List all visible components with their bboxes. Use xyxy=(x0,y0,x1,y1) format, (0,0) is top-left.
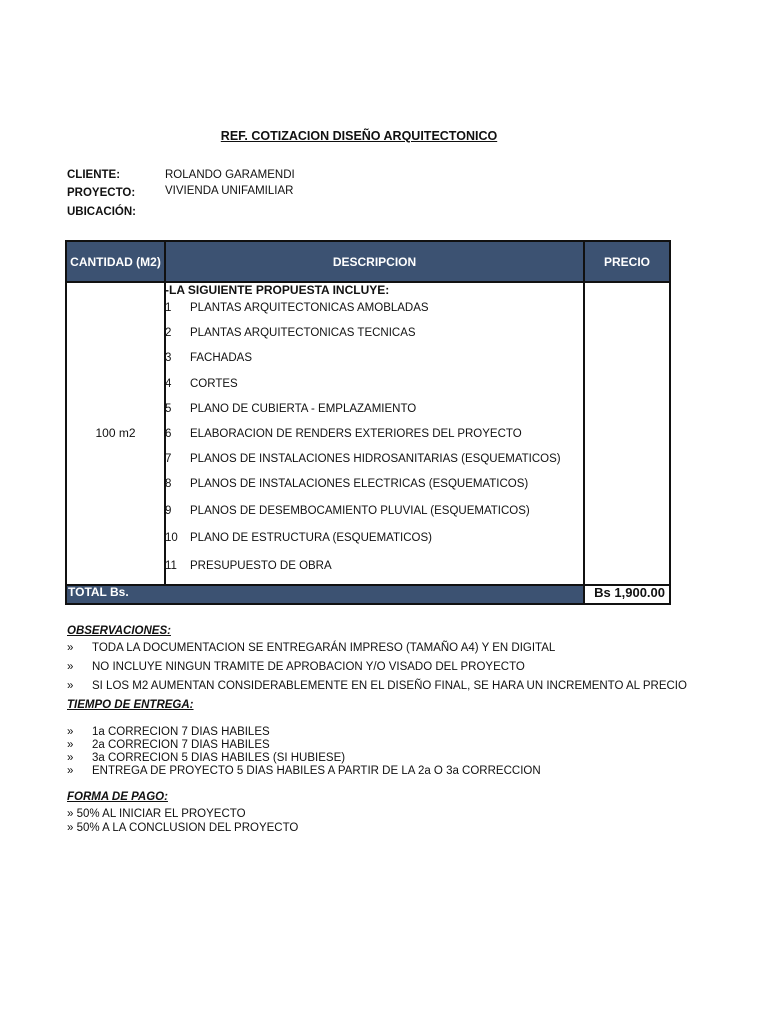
entrega-item: ENTREGA DE PROYECTO 5 DIAS HABILES A PARTIR DE LA 2a O 3a CORRECCION xyxy=(92,765,541,777)
observaciones-title: OBSERVACIONES: xyxy=(67,625,171,637)
entrega-item: 2a CORRECION 7 DIAS HABILES xyxy=(92,739,270,751)
entrega-item: 3a CORRECION 5 DIAS HABILES (SI HUBIESE) xyxy=(92,752,346,764)
item-number: 4 xyxy=(165,378,172,390)
ubicacion-label: UBICACIÓN: xyxy=(67,206,136,218)
entrega-item: 1a CORRECION 7 DIAS HABILES xyxy=(92,726,270,738)
item-number: 11 xyxy=(165,560,177,572)
description-intro: -LA SIGUIENTE PROPUESTA INCLUYE: xyxy=(165,283,390,297)
item-text: PLANOS DE DESEMBOCAMIENTO PLUVIAL (ESQUEMATICOS) xyxy=(190,505,530,517)
cliente-label: CLIENTE: xyxy=(67,169,121,181)
entrega-title: TIEMPO DE ENTREGA: xyxy=(67,699,194,711)
pago-item: » 50% A LA CONCLUSION DEL PROYECTO xyxy=(67,822,299,834)
total-value: Bs 1,900.00 xyxy=(594,585,665,600)
proyecto-label: PROYECTO: xyxy=(67,187,136,199)
item-number: 8 xyxy=(165,478,172,490)
item-number: 7 xyxy=(165,453,172,465)
pago-title: FORMA DE PAGO: xyxy=(67,791,168,803)
item-number: 1 xyxy=(165,302,172,314)
item-text: PLANOS DE INSTALACIONES ELECTRICAS (ESQUEMATICOS) xyxy=(190,478,529,490)
pago-item: » 50% AL INICIAR EL PROYECTO xyxy=(67,808,246,820)
document-title: REF. COTIZACION DISEÑO ARQUITECTONICO xyxy=(220,129,498,143)
item-text: FACHADAS xyxy=(190,352,252,364)
item-text: ELABORACION DE RENDERS EXTERIORES DEL PROYECTO xyxy=(190,428,522,440)
observacion-item: TODA LA DOCUMENTACION SE ENTREGARÁN IMPRESO (TAMAÑO A4) Y EN DIGITAL xyxy=(92,642,556,654)
bullet-icon: » xyxy=(67,765,74,777)
item-text: PLANO DE ESTRUCTURA (ESQUEMATICOS) xyxy=(190,532,432,544)
observacion-item: SI LOS M2 AUMENTAN CONSIDERABLEMENTE EN EL DISEÑO FINAL, SE HARA UN INCREMENTO AL PRECIO xyxy=(92,680,687,692)
total-row xyxy=(67,584,583,603)
observacion-item: NO INCLUYE NINGUN TRAMITE DE APROBACION Y/O VISADO DEL PROYECTO xyxy=(92,661,525,673)
total-label: TOTAL Bs. xyxy=(68,585,129,599)
bullet-icon: » xyxy=(67,739,74,751)
item-number: 9 xyxy=(165,505,172,517)
item-number: 3 xyxy=(165,352,172,364)
bullet-icon: » xyxy=(67,726,74,738)
bullet-icon: » xyxy=(67,752,74,764)
item-text: PLANTAS ARQUITECTONICAS TECNICAS xyxy=(190,327,416,339)
column-divider xyxy=(583,242,585,603)
item-number: 5 xyxy=(165,403,172,415)
item-number: 6 xyxy=(165,428,172,440)
item-number: 2 xyxy=(165,327,172,339)
item-text: PRESUPUESTO DE OBRA xyxy=(190,560,332,572)
header-descripcion: DESCRIPCION xyxy=(166,242,583,283)
bullet-icon: » xyxy=(67,680,74,692)
bullet-icon: » xyxy=(67,642,74,654)
bullet-icon: » xyxy=(67,661,74,673)
header-precio: PRECIO xyxy=(585,242,669,283)
item-text: CORTES xyxy=(190,378,238,390)
item-text: PLANTAS ARQUITECTONICAS AMOBLADAS xyxy=(190,302,429,314)
cliente-value: ROLANDO GARAMENDI xyxy=(165,169,295,181)
proyecto-value: VIVIENDA UNIFAMILIAR xyxy=(165,185,294,197)
item-number: 10 xyxy=(165,532,178,544)
quantity-cell: 100 m2 xyxy=(95,426,136,440)
item-text: PLANOS DE INSTALACIONES HIDROSANITARIAS (ESQUEMATICOS) xyxy=(190,453,561,465)
header-cantidad: CANTIDAD (M2) xyxy=(67,242,164,283)
item-text: PLANO DE CUBIERTA - EMPLAZAMIENTO xyxy=(190,403,417,415)
